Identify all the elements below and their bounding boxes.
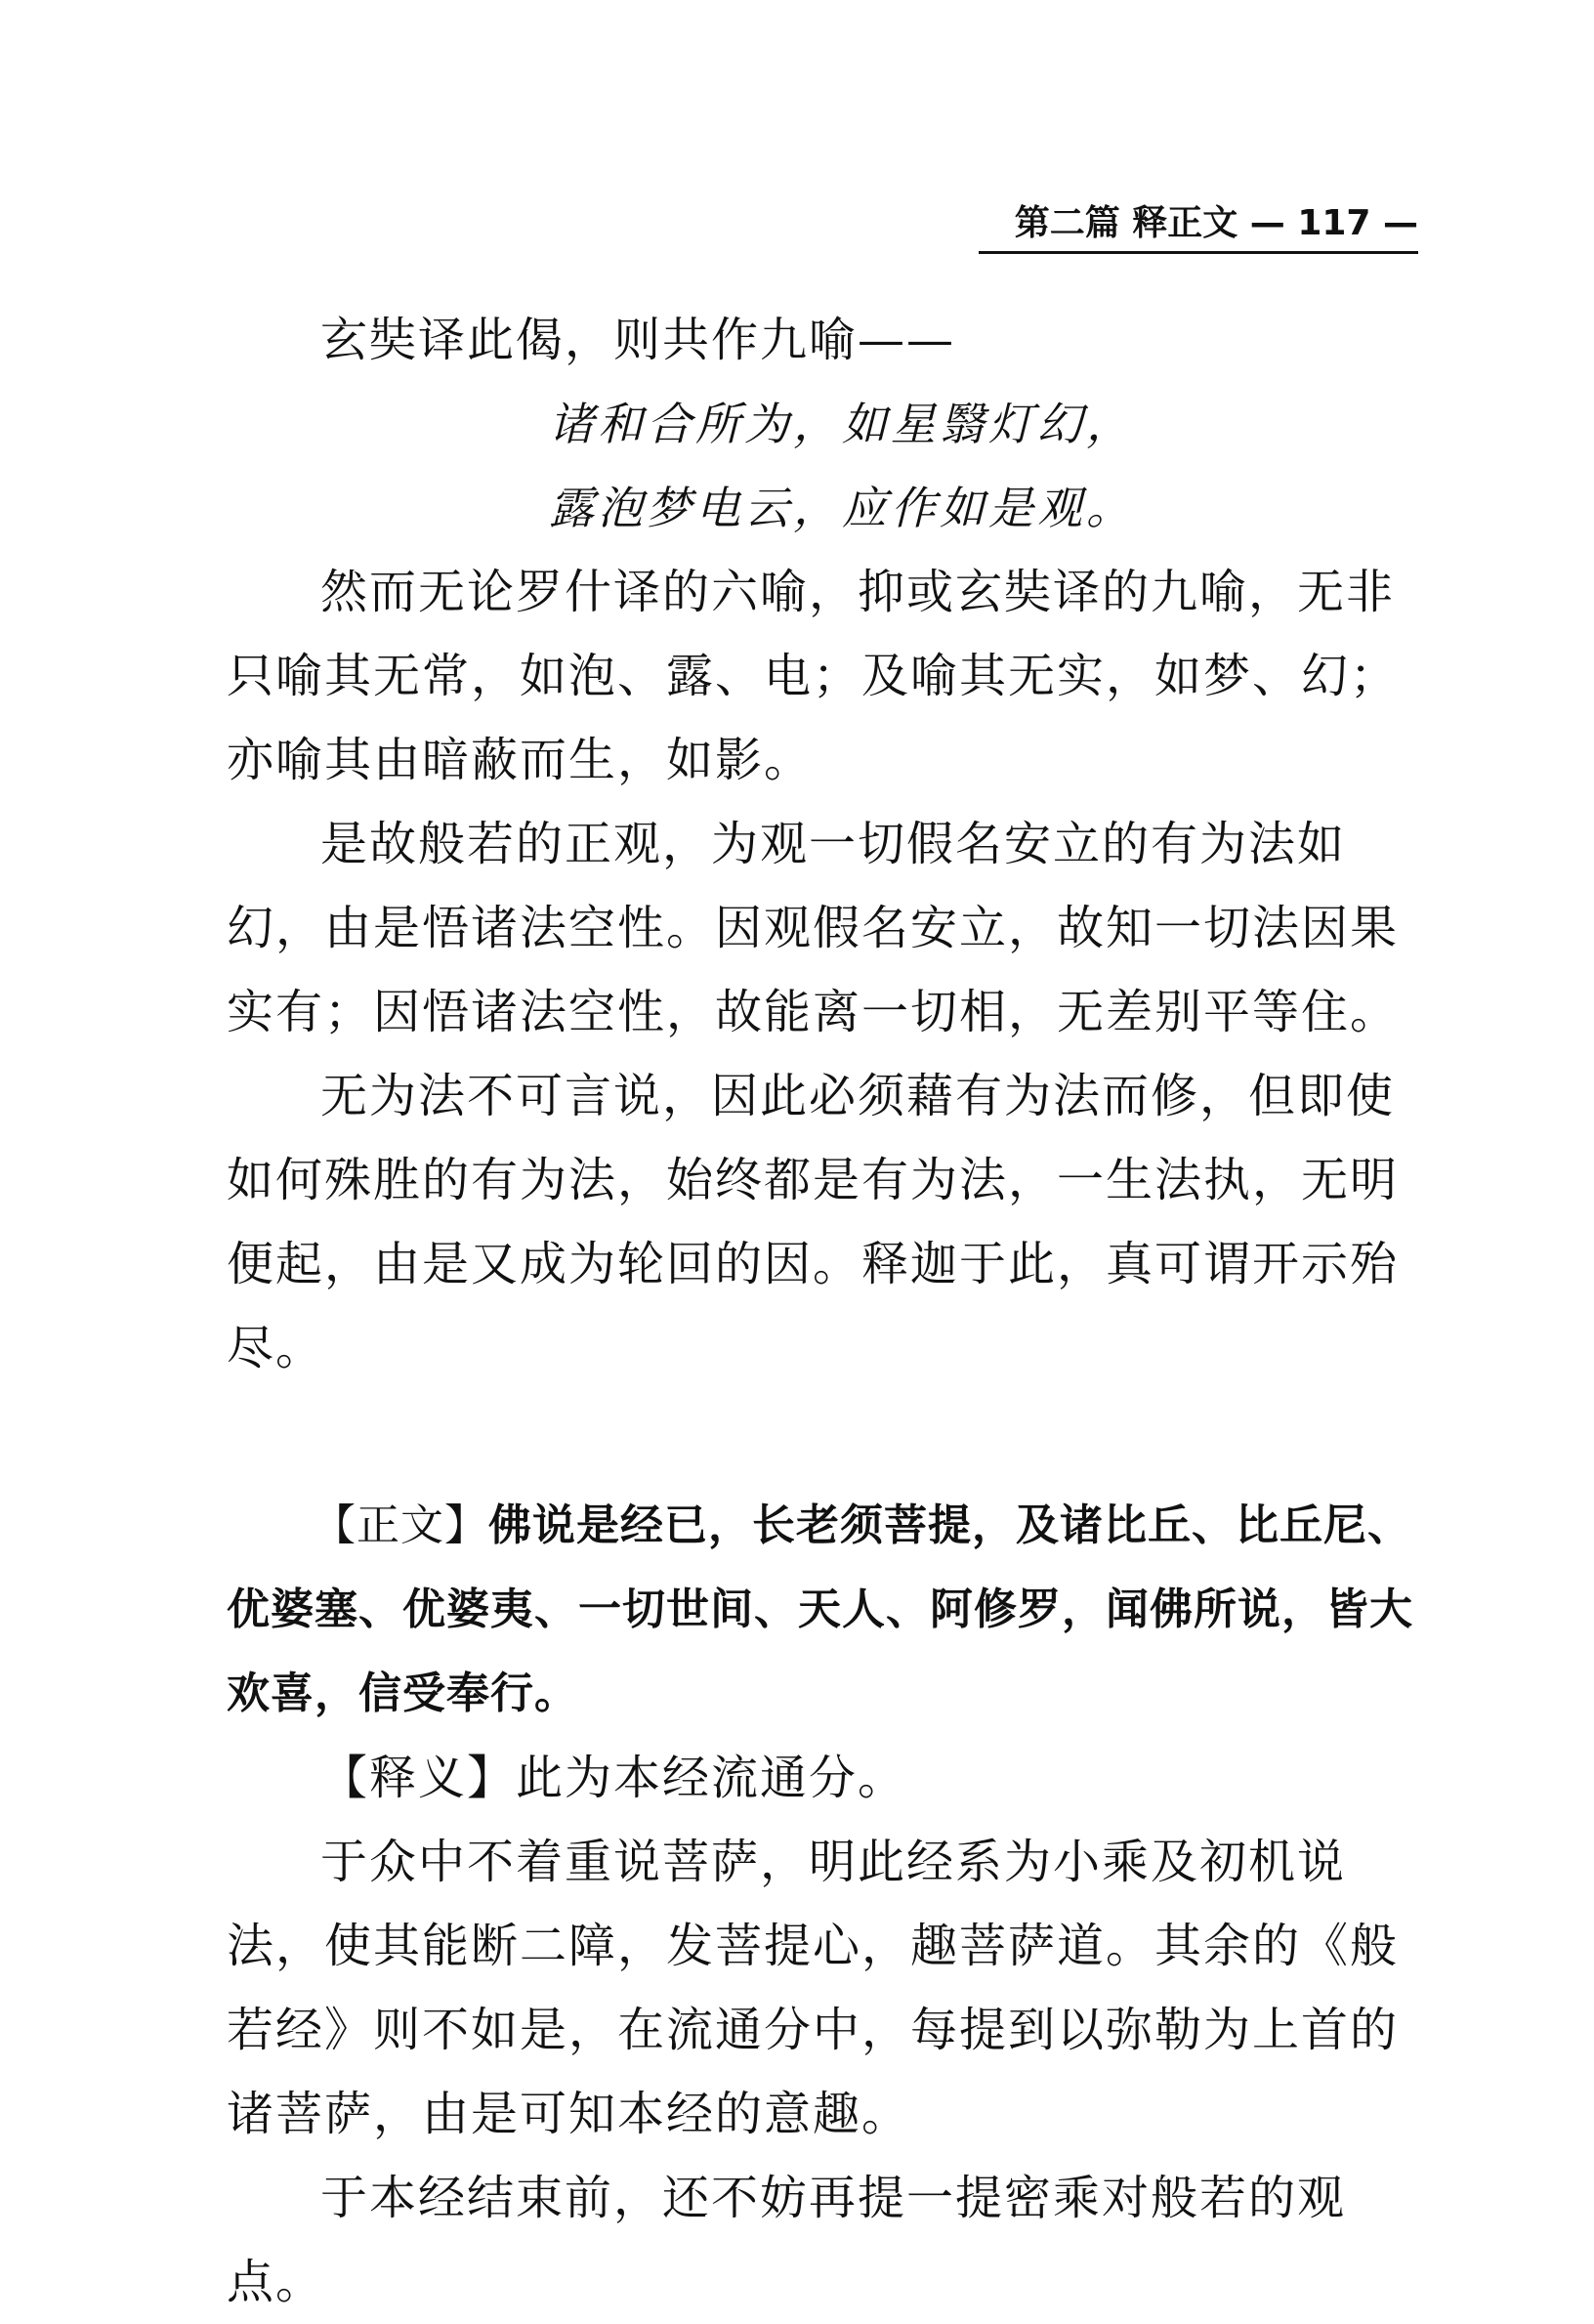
paragraph: 然而无论罗什译的六喻，抑或玄奘译的九喻，无非只喻其无常，如泡、露、电；及喻其无实，如梦、幻；亦喻其由暗蔽而生，如影。 — [227, 565, 1400, 787]
page-body — [227, 298, 1418, 2324]
paragraph: 于众中不着重说菩萨，明此经系为小乘及初机说法，使其能断二障，发菩提心，趣菩萨道。其余的《般若经》则不如是，在流通分中，每提到以弥勒为上首的诸菩萨，由是可知本经的意趣。 — [227, 1835, 1400, 2141]
paragraph: 玄奘译此偈，则共作九喻—— — [320, 313, 956, 367]
paragraph: 于本经结束前，还不妨再提一提密乘对般若的观点。 — [227, 2171, 1347, 2309]
sutra-text: 佛说是经已，长老须菩提，及诸比丘、比丘尼、优婆塞、优婆夷、一切世间、天人、阿修罗，闻佛所说，皆大欢喜，信受奉行。 — [227, 1500, 1413, 1718]
sutra-text-label: 【正文】 — [313, 1500, 488, 1550]
paragraph: 无为法不可言说，因此必须藉有为法而修，但即使如何殊胜的有为法，始终都是有为法，一生法执，无明便起，由是又成为轮回的因。释迦于此，真可谓开示殆尽。 — [227, 1069, 1400, 1375]
paragraph: 是故般若的正观，为观一切假名安立的有为法如幻，由是悟诸法空性。因观假名安立，故知一切法因果实有；因悟诸法空性，故能离一切相，无差别平等住。 — [227, 817, 1400, 1039]
sutra-text-paragraph — [227, 1484, 1418, 1736]
explanation-paragraph — [227, 1736, 1418, 1820]
verse-line: 露泡梦电云，应作如是观。 — [549, 482, 1135, 534]
verse-line: 诸和合所为，如星翳灯幻， — [549, 398, 1135, 450]
section-gap — [227, 1390, 1418, 1484]
explanation-label: 【释义】 — [320, 1751, 517, 1805]
running-header: 第二篇 释正文 — 117 — — [979, 195, 1418, 254]
explanation-text: 此为本经流通分。 — [516, 1751, 907, 1805]
